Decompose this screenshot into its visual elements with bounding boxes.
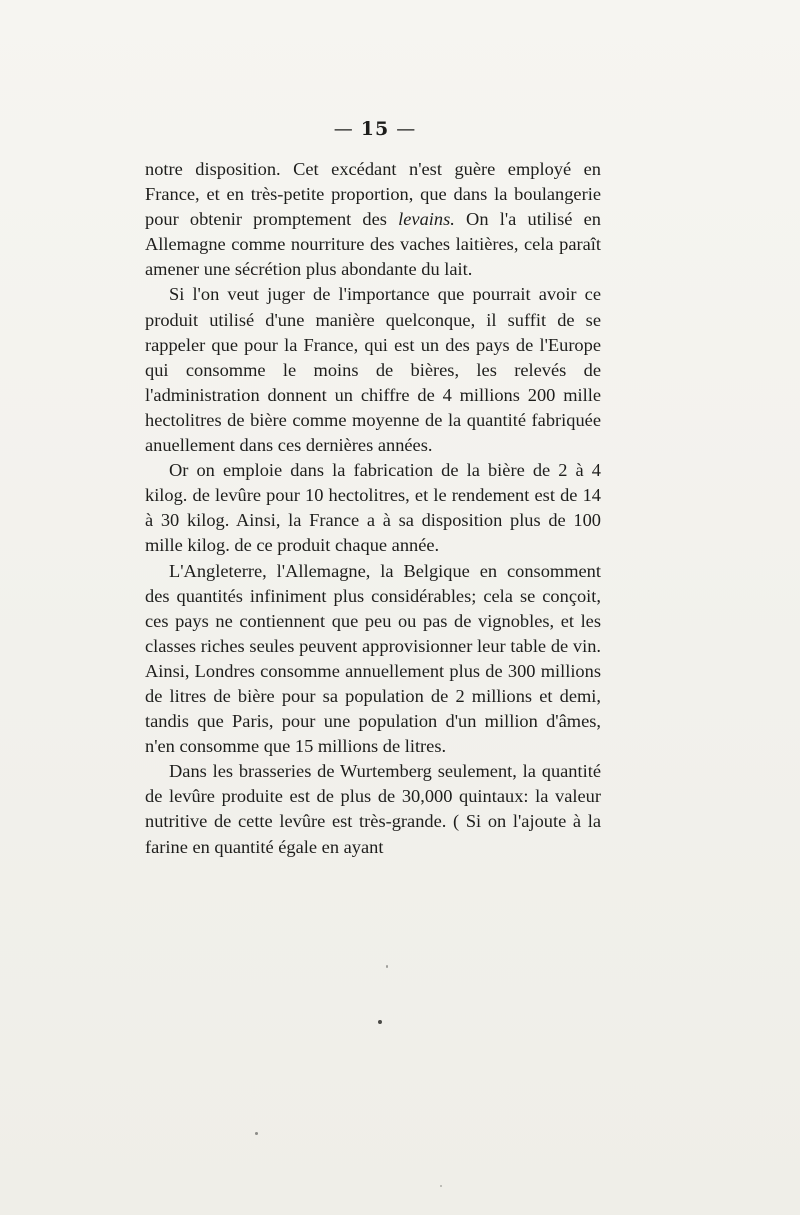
paragraph-text: Dans les brasseries de Wurtemberg seulement, la quantité de levûre produite est de plus de 30,000 quintaux: la valeur nutritive de cette levûre est très-grande. ( Si on l'ajoute à la farine en quantité égale en ayant [145,761,601,857]
ink-speck [440,1185,442,1187]
ink-speck [378,1020,382,1024]
italic-text: levains. [398,209,455,230]
paragraph [145,559,601,760]
paragraph-text: L'Angleterre, l'Allemagne, la Belgique en consomment des quantités infiniment plus considérables; cela se conçoit, ces pays ne contiennent que peu ou pas de vignobles, et les classes riches seules peuvent approvisionner leur table de vin. Ainsi, Londres consomme annuellement plus de 300 millions de litres de bière pour sa population de 2 millions et demi, tandis que Paris, pour une population d'un million d'âmes, n'en consomme que 15 millions de litres. [145,560,601,757]
page-number-value: 15 [360,118,390,140]
page-number [0,118,750,140]
paragraph-text: On l'a utilisé en Allemagne comme nourriture des vaches laitières, cela paraît amener une sécrétion plus abondante du lait. [145,209,601,280]
paragraph [145,759,601,859]
paragraph [145,282,601,458]
body-text [145,157,601,860]
page-number-suffix: — [396,118,417,140]
ink-speck [255,1132,258,1135]
paragraph [145,458,601,558]
paragraph [145,157,601,282]
paragraph-text: Or on emploie dans la fabrication de la bière de 2 à 4 kilog. de levûre pour 10 hectolitres, et le rendement est de 14 à 30 kilog. Ainsi, la France a à sa disposition plus de 100 mille kilog. de ce produit chaque année. [145,460,601,556]
page-number-prefix: — [333,118,354,140]
ink-speck [386,965,388,968]
paragraph-text: notre disposition. Cet excédant n'est guère employé en France, et en très-petite proportion, que dans la boulangerie pour obtenir promptement des [145,159,601,230]
paragraph-text: Si l'on veut juger de l'importance que pourrait avoir ce produit utilisé d'une manière quelconque, il suffit de se rappeler que pour la France, qui est un des pays de l'Europe qui consomme le moins de bières, les relevés de l'administration donnent un chiffre de 4 millions 200 mille hectolitres de bière comme moyenne de la quantité fabriquée anuellement dans ces dernières années. [145,284,601,456]
